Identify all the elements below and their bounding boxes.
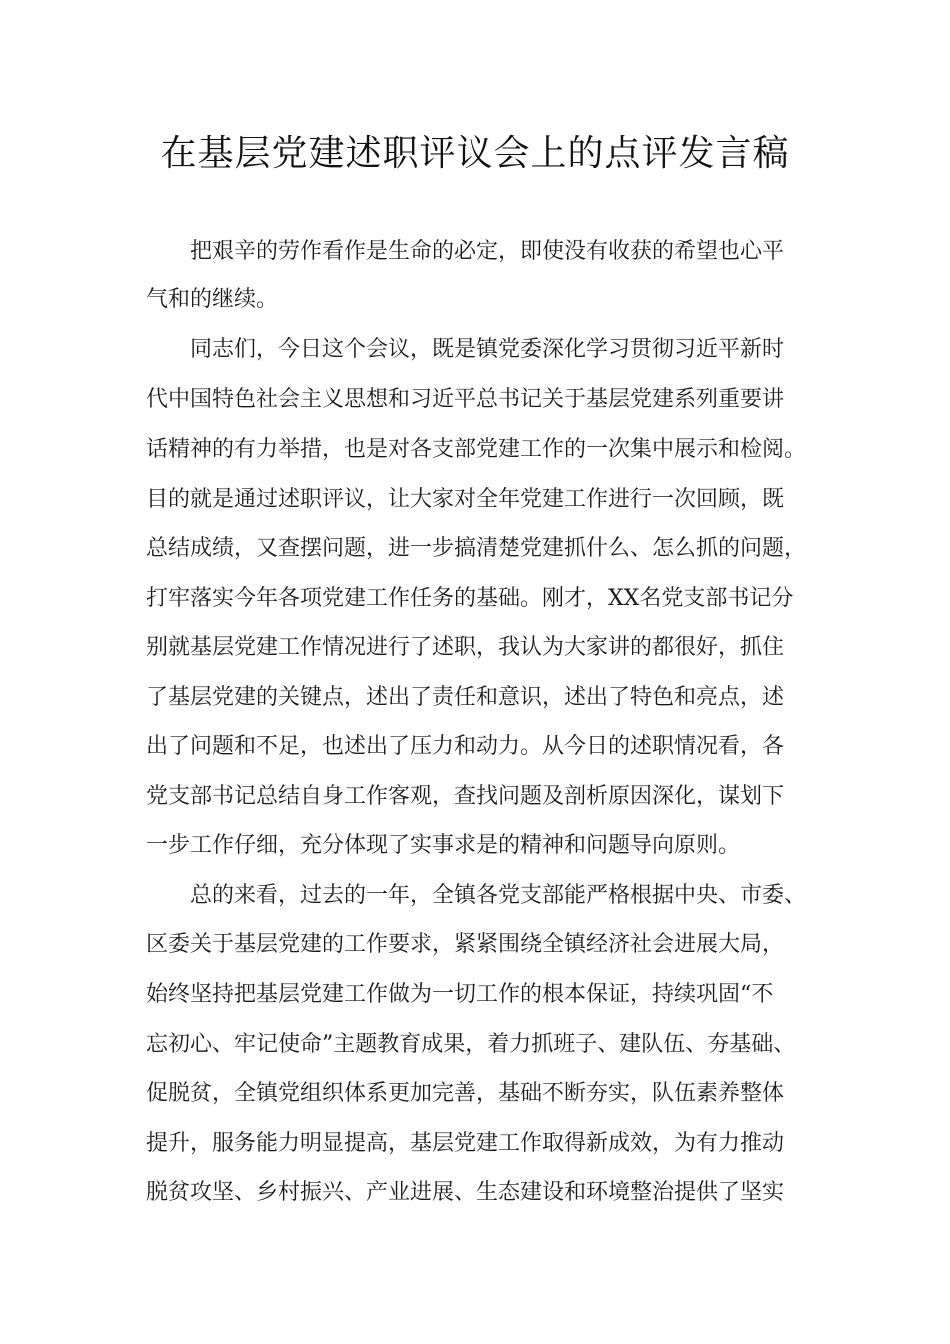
paragraph-line: 代中国特色社会主义思想和习近平总书记关于基层党建系列重要讲	[146, 387, 785, 412]
paragraph-line: 脱贫攻坚、乡村振兴、产业进展、生态建设和环境整治提供了坚实	[146, 1180, 785, 1205]
paragraph-line: 始终坚持把基层党建工作做为一切工作的根本保证，持续巩固“不	[146, 982, 774, 1007]
paragraph-line: 总的来看，过去的一年，全镇各党支部能严格根据中央、市委、	[190, 883, 807, 908]
paragraph-line: 了基层党建的关键点，述出了责任和意识，述出了特色和亮点，述	[146, 685, 785, 710]
paragraph-line: 目的就是通过述职评议，让大家对全年党建工作进行一次回顾，既	[146, 487, 785, 512]
paragraph-line: 打牢落实今年各项党建工作任务的基础。刚才，XX名党支部书记分	[146, 586, 794, 611]
paragraph-line: 一步工作仔细，充分体现了实事求是的精神和问题导向原则。	[146, 833, 741, 858]
paragraph-line: 党支部书记总结自身工作客观，查找问题及剖析原因深化，谋划下	[146, 784, 785, 809]
paragraph-line: 促脱贫，全镇党组织体系更加完善，基础不断夯实，队伍素养整体	[146, 1081, 785, 1106]
paragraph-line: 气和的继续。	[146, 287, 279, 312]
paragraph-line: 出了问题和不足，也述出了压力和动力。从今日的述职情况看，各	[146, 734, 785, 759]
paragraph-line: 总结成绩，又查摆问题，进一步搞清楚党建抓什么、怎么抓的问题，	[146, 536, 807, 561]
paragraph-line: 别就基层党建工作情况进行了述职，我认为大家讲的都很好，抓住	[146, 635, 785, 660]
paragraph-line: 忘初心、牢记使命”主题教育成果，着力抓班子、建队伍、夯基础、	[146, 1032, 796, 1057]
paragraph-line: 区委关于基层党建的工作要求，紧紧围绕全镇经济社会进展大局，	[146, 932, 785, 957]
paragraph-line: 同志们，今日这个会议，既是镇党委深化学习贯彻习近平新时	[190, 337, 785, 362]
paragraph-line: 提升，服务能力明显提高，基层党建工作取得新成效，为有力推动	[146, 1131, 785, 1156]
paragraph-line: 把艰辛的劳作看作是生命的必定，即使没有收获的希望也心平	[190, 239, 785, 264]
paragraph-line: 话精神的有力举措，也是对各支部党建工作的一次集中展示和检阅。	[146, 437, 807, 462]
document-title: 在基层党建述职评议会上的点评发言稿	[160, 133, 790, 174]
